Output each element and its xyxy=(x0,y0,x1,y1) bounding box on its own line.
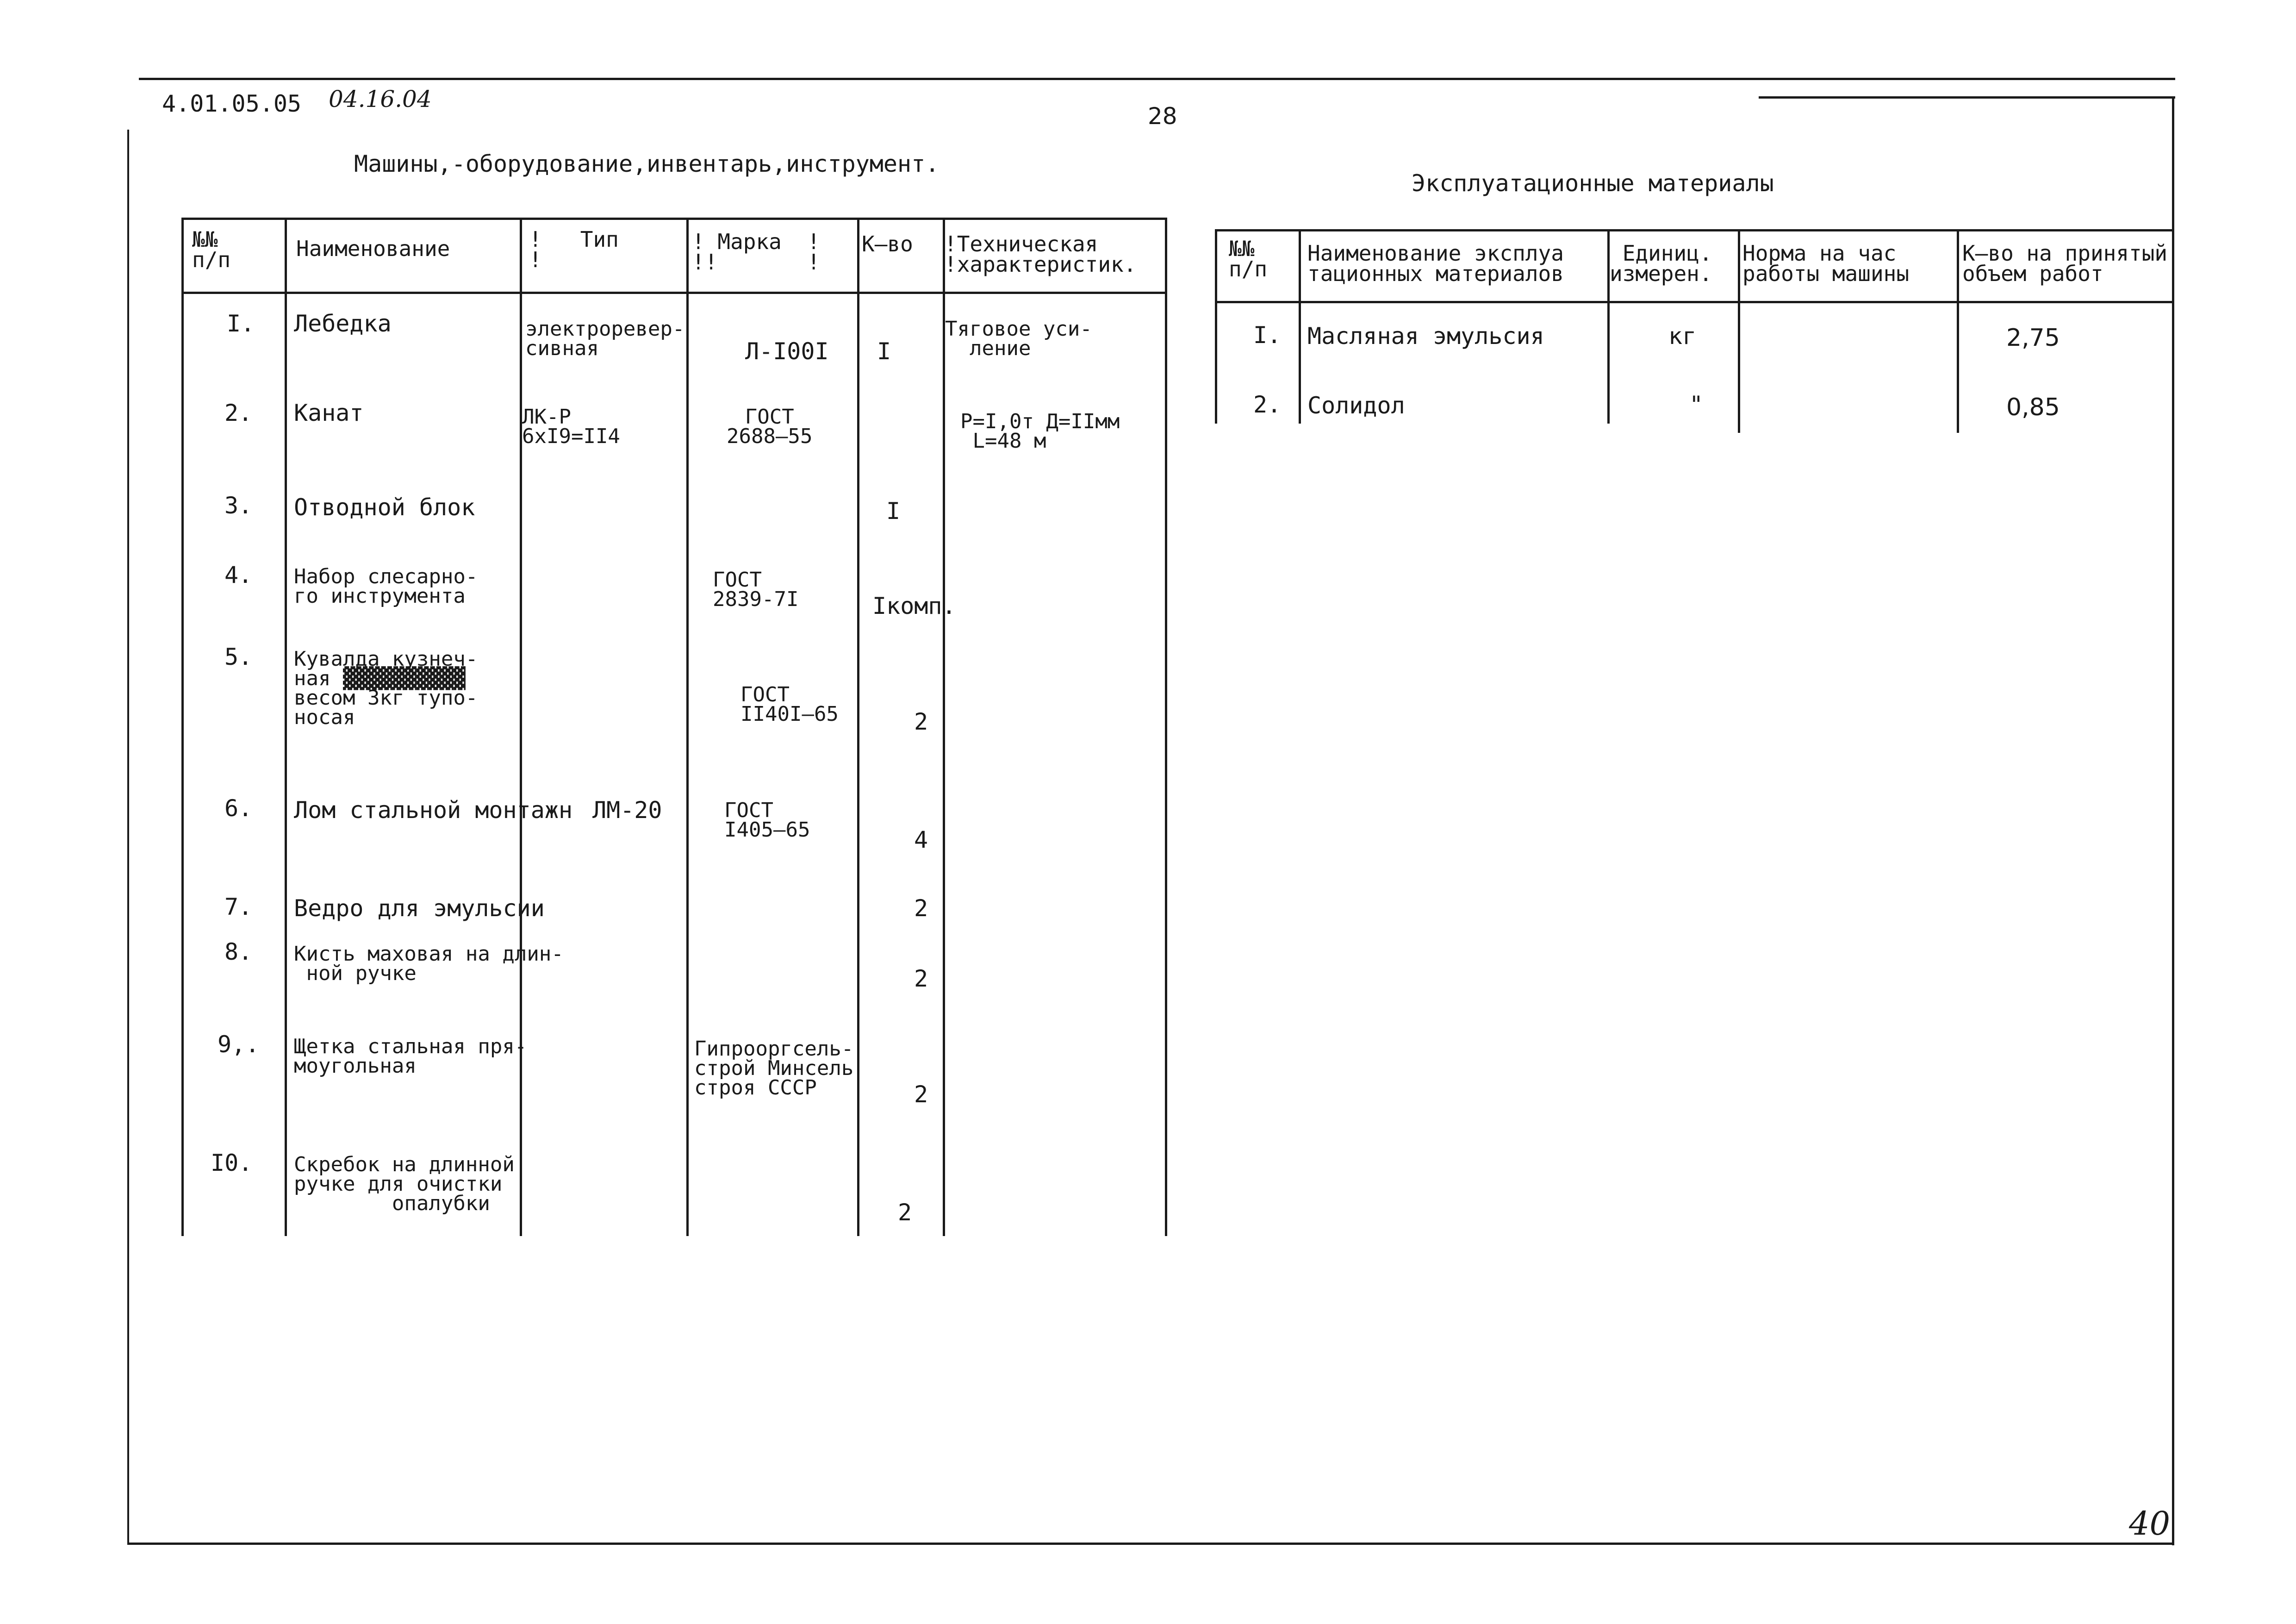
row-name: Кувалда кузнеч- ная ▓▓▓▓▓▓▓▓▓▓ весом 3кг тупо- носая xyxy=(294,647,478,729)
left-header-qty: К–во xyxy=(862,231,913,256)
row-num: 3. xyxy=(224,492,253,519)
right-header-num: №№ п/п xyxy=(1229,236,1268,281)
row-type: электроревер- сивная xyxy=(525,317,685,360)
row-brand: ГОСТ I405–65 xyxy=(724,799,810,842)
right-table-header-line xyxy=(1215,301,2173,303)
frame-left xyxy=(127,130,129,1545)
row-name: Канат xyxy=(294,400,364,426)
row-qty: 2 xyxy=(914,708,928,735)
frame-right xyxy=(2172,96,2174,1545)
left-header-brand: ! Марка ! !! ! xyxy=(692,229,820,275)
left-header-num: №№ п/п xyxy=(192,227,231,272)
left-col-sep-1 xyxy=(285,218,287,1236)
row-type: ЛК-Р 6хI9=II4 xyxy=(522,405,620,448)
row-qty: I xyxy=(886,498,901,525)
row-qty: I xyxy=(877,338,891,365)
row-num: 8. xyxy=(224,938,253,965)
row-name: Солидол xyxy=(1307,392,1405,419)
row-brand: Л-I00I xyxy=(745,338,829,365)
row-name: Лом стальной монтажн xyxy=(294,797,573,824)
row-tech: Тяговое уси- ление xyxy=(945,317,1092,360)
left-header-tech: !Техническая !характеристик. xyxy=(944,231,1137,277)
sheet-number: 40 xyxy=(2129,1505,2171,1543)
left-col-sep-5 xyxy=(943,218,945,1236)
row-unit: кг xyxy=(1668,323,1697,350)
right-col-sep-1 xyxy=(1299,229,1301,424)
row-num: 6. xyxy=(224,795,253,822)
right-header-unit: Единиц. измерен. xyxy=(1610,241,1712,286)
left-col-sep-6 xyxy=(1165,218,1167,1236)
right-header-name: Наименование эксплуа тационных материалов xyxy=(1307,241,1564,286)
row-num: 7. xyxy=(224,893,253,920)
row-num: I. xyxy=(1253,322,1282,349)
left-table-top-line xyxy=(181,218,1167,220)
right-header-qty: К–во на принятый объем работ xyxy=(1962,241,2168,286)
page-number: 28 xyxy=(1148,103,1177,130)
row-name: Масляная эмульсия xyxy=(1307,323,1544,350)
row-num: I0. xyxy=(211,1149,253,1176)
left-col-sep-0 xyxy=(181,218,184,1236)
row-name: Ведро для эмульсии xyxy=(294,895,545,922)
row-brand: Гипрооргсель- строй Минсель строя СССР xyxy=(694,1037,854,1099)
row-unit: " xyxy=(1689,391,1704,418)
row-num: 5. xyxy=(224,643,253,670)
right-col-sep-3 xyxy=(1738,229,1740,433)
row-qty: 2,75 xyxy=(2006,324,2060,352)
row-num: I. xyxy=(227,310,255,337)
row-brand: ГОСТ 2839-7I xyxy=(713,568,799,611)
row-qty: 2 xyxy=(914,1081,928,1108)
row-num: 9,. xyxy=(218,1031,260,1058)
row-qty: 2 xyxy=(914,895,928,922)
row-name: Щетка стальная пря- моугольная xyxy=(294,1035,527,1078)
row-qty: 2 xyxy=(898,1199,912,1226)
frame-bottom xyxy=(127,1543,2174,1545)
row-num: 2. xyxy=(224,400,253,426)
right-header-norm: Норма на час работы машины xyxy=(1742,241,1910,286)
frame-top-right xyxy=(1759,96,2175,99)
row-qty: Iкомп. xyxy=(872,593,956,619)
left-col-sep-4 xyxy=(857,218,859,1236)
row-num: 4. xyxy=(224,562,253,588)
frame-top xyxy=(139,78,2175,80)
right-col-sep-4 xyxy=(1957,229,1959,433)
row-qty: 2 xyxy=(914,965,928,992)
row-type: ЛМ-20 xyxy=(592,797,662,824)
right-table-top-line xyxy=(1215,229,2173,231)
left-col-sep-2 xyxy=(520,218,522,1236)
row-name: Скребок на длинной ручке для очистки опалубки xyxy=(294,1153,515,1215)
row-name: Кисть маховая на длин- ной ручке xyxy=(294,942,564,985)
row-brand: ГОСТ 2688–55 xyxy=(727,405,813,448)
row-name: Отводной блок xyxy=(294,494,475,521)
row-num: 2. xyxy=(1253,391,1282,418)
handwritten-code: 04.16.04 xyxy=(329,86,432,112)
row-tech: Р=I,0т Д=IIмм L=48 м xyxy=(960,410,1120,453)
row-qty: 0,85 xyxy=(2006,394,2060,421)
row-name: Лебедка xyxy=(294,310,392,337)
row-qty: 4 xyxy=(914,826,928,853)
left-header-type: ! Тип ! xyxy=(529,227,619,272)
left-col-sep-3 xyxy=(686,218,689,1236)
right-col-sep-0 xyxy=(1215,229,1217,424)
row-brand: ГОСТ II40I–65 xyxy=(740,683,839,726)
left-table-header-line xyxy=(181,292,1167,294)
left-header-name: Наименование xyxy=(296,236,450,261)
document-code: 4.01.05.05 xyxy=(162,90,302,117)
row-name: Набор слесарно- го инструмента xyxy=(294,565,478,608)
left-section-title: Машины,-оборудование,инвентарь,инструмент. xyxy=(354,150,940,177)
right-section-title: Эксплуатационные материалы xyxy=(1412,170,1774,197)
